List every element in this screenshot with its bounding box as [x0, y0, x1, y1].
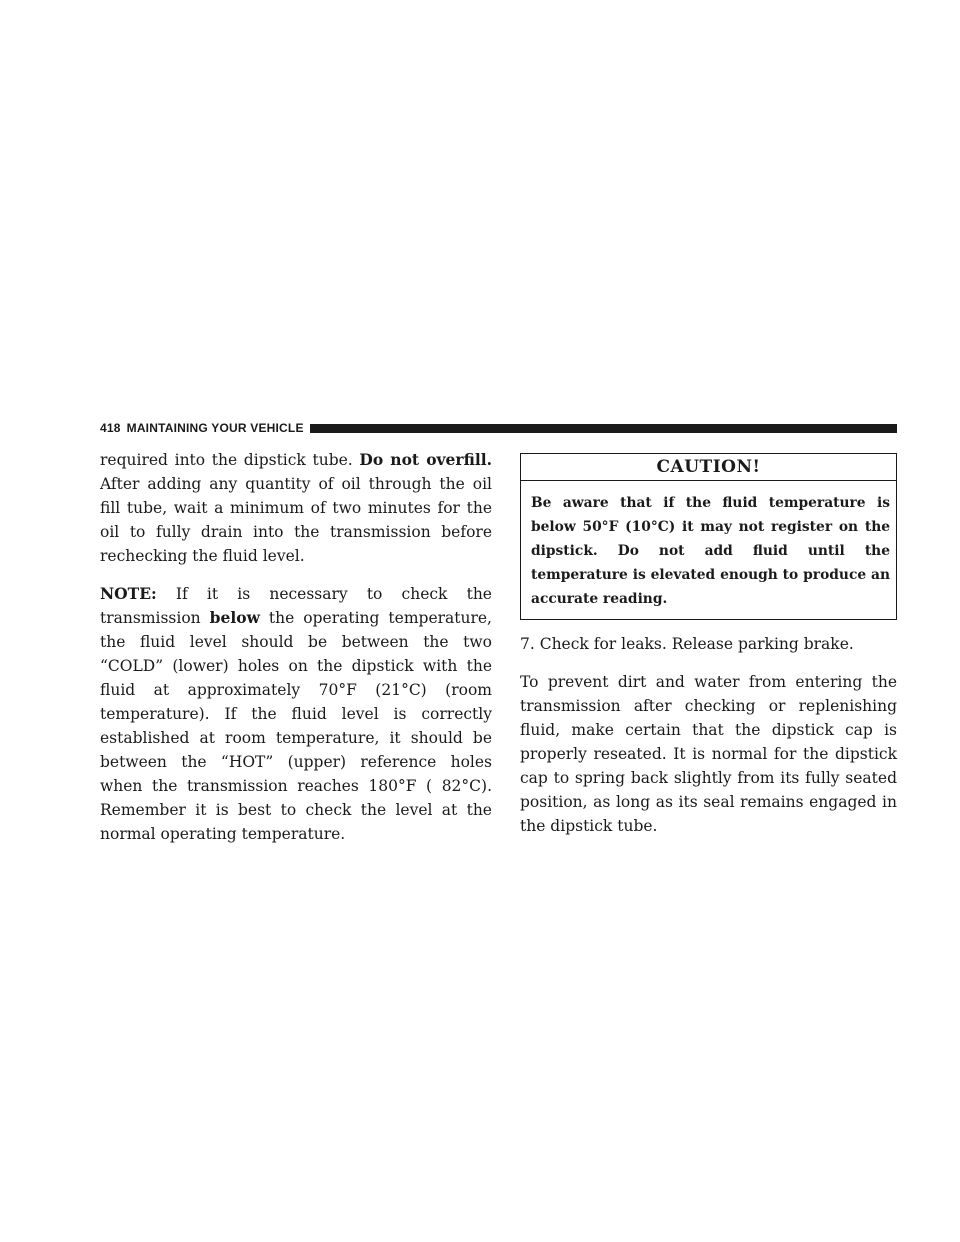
- page-header: [100, 420, 897, 436]
- left-column: [100, 448, 492, 860]
- paragraph-overfill: [100, 448, 492, 568]
- paragraph-text: After adding any quantity of oil through the oil fill tube, wait a minimum of two minutes for the oil to fully drain into the transmission before rechecking the fluid level.: [100, 475, 492, 565]
- step-7: 7. Check for leaks. Release parking brake.: [520, 635, 854, 653]
- paragraph-text: If it is necessary to check the transmission: [100, 585, 492, 627]
- paragraph-text: required into the dipstick tube.: [100, 451, 360, 469]
- caution-box: [520, 453, 897, 620]
- page-number: 418: [100, 421, 121, 435]
- section-title: MAINTAINING YOUR VEHICLE: [126, 421, 304, 435]
- bold-emphasis: below: [209, 608, 260, 627]
- paragraph-text: the operating temperature, the fluid level should be between the two “COLD” (lower) holes on the dipstick with the fluid at approximately 70°F (21°C) (room temperature). If the fluid level is correctly established at room temperature, it should be between the “HOT” (upper) reference holes when the transmission reaches 180°F ( 82°C). Remember it is best to check the level at the normal operating temperature.: [100, 609, 492, 843]
- note-label: NOTE:: [100, 584, 157, 603]
- header-rule: [310, 424, 897, 433]
- paragraph-dipstick-cap: To prevent dirt and water from entering the transmission after checking or replenishing fluid, make certain that the dipstick cap is properly reseated. It is normal for the dipstick cap to spring back slightly from its fully seated position, as long as its seal remains engaged in the dipstick tube.: [520, 673, 897, 835]
- caution-title: CAUTION!: [521, 454, 896, 481]
- bold-warning: Do not overfill.: [359, 450, 493, 469]
- caution-body: Be aware that if the fluid temperature is below 50°F (10°C) it may not register on the dipstick. Do not add fluid until the temperature is elevated enough to produce an accurate reading.: [531, 495, 890, 607]
- paragraph-note: [100, 582, 492, 846]
- right-column: [520, 453, 897, 852]
